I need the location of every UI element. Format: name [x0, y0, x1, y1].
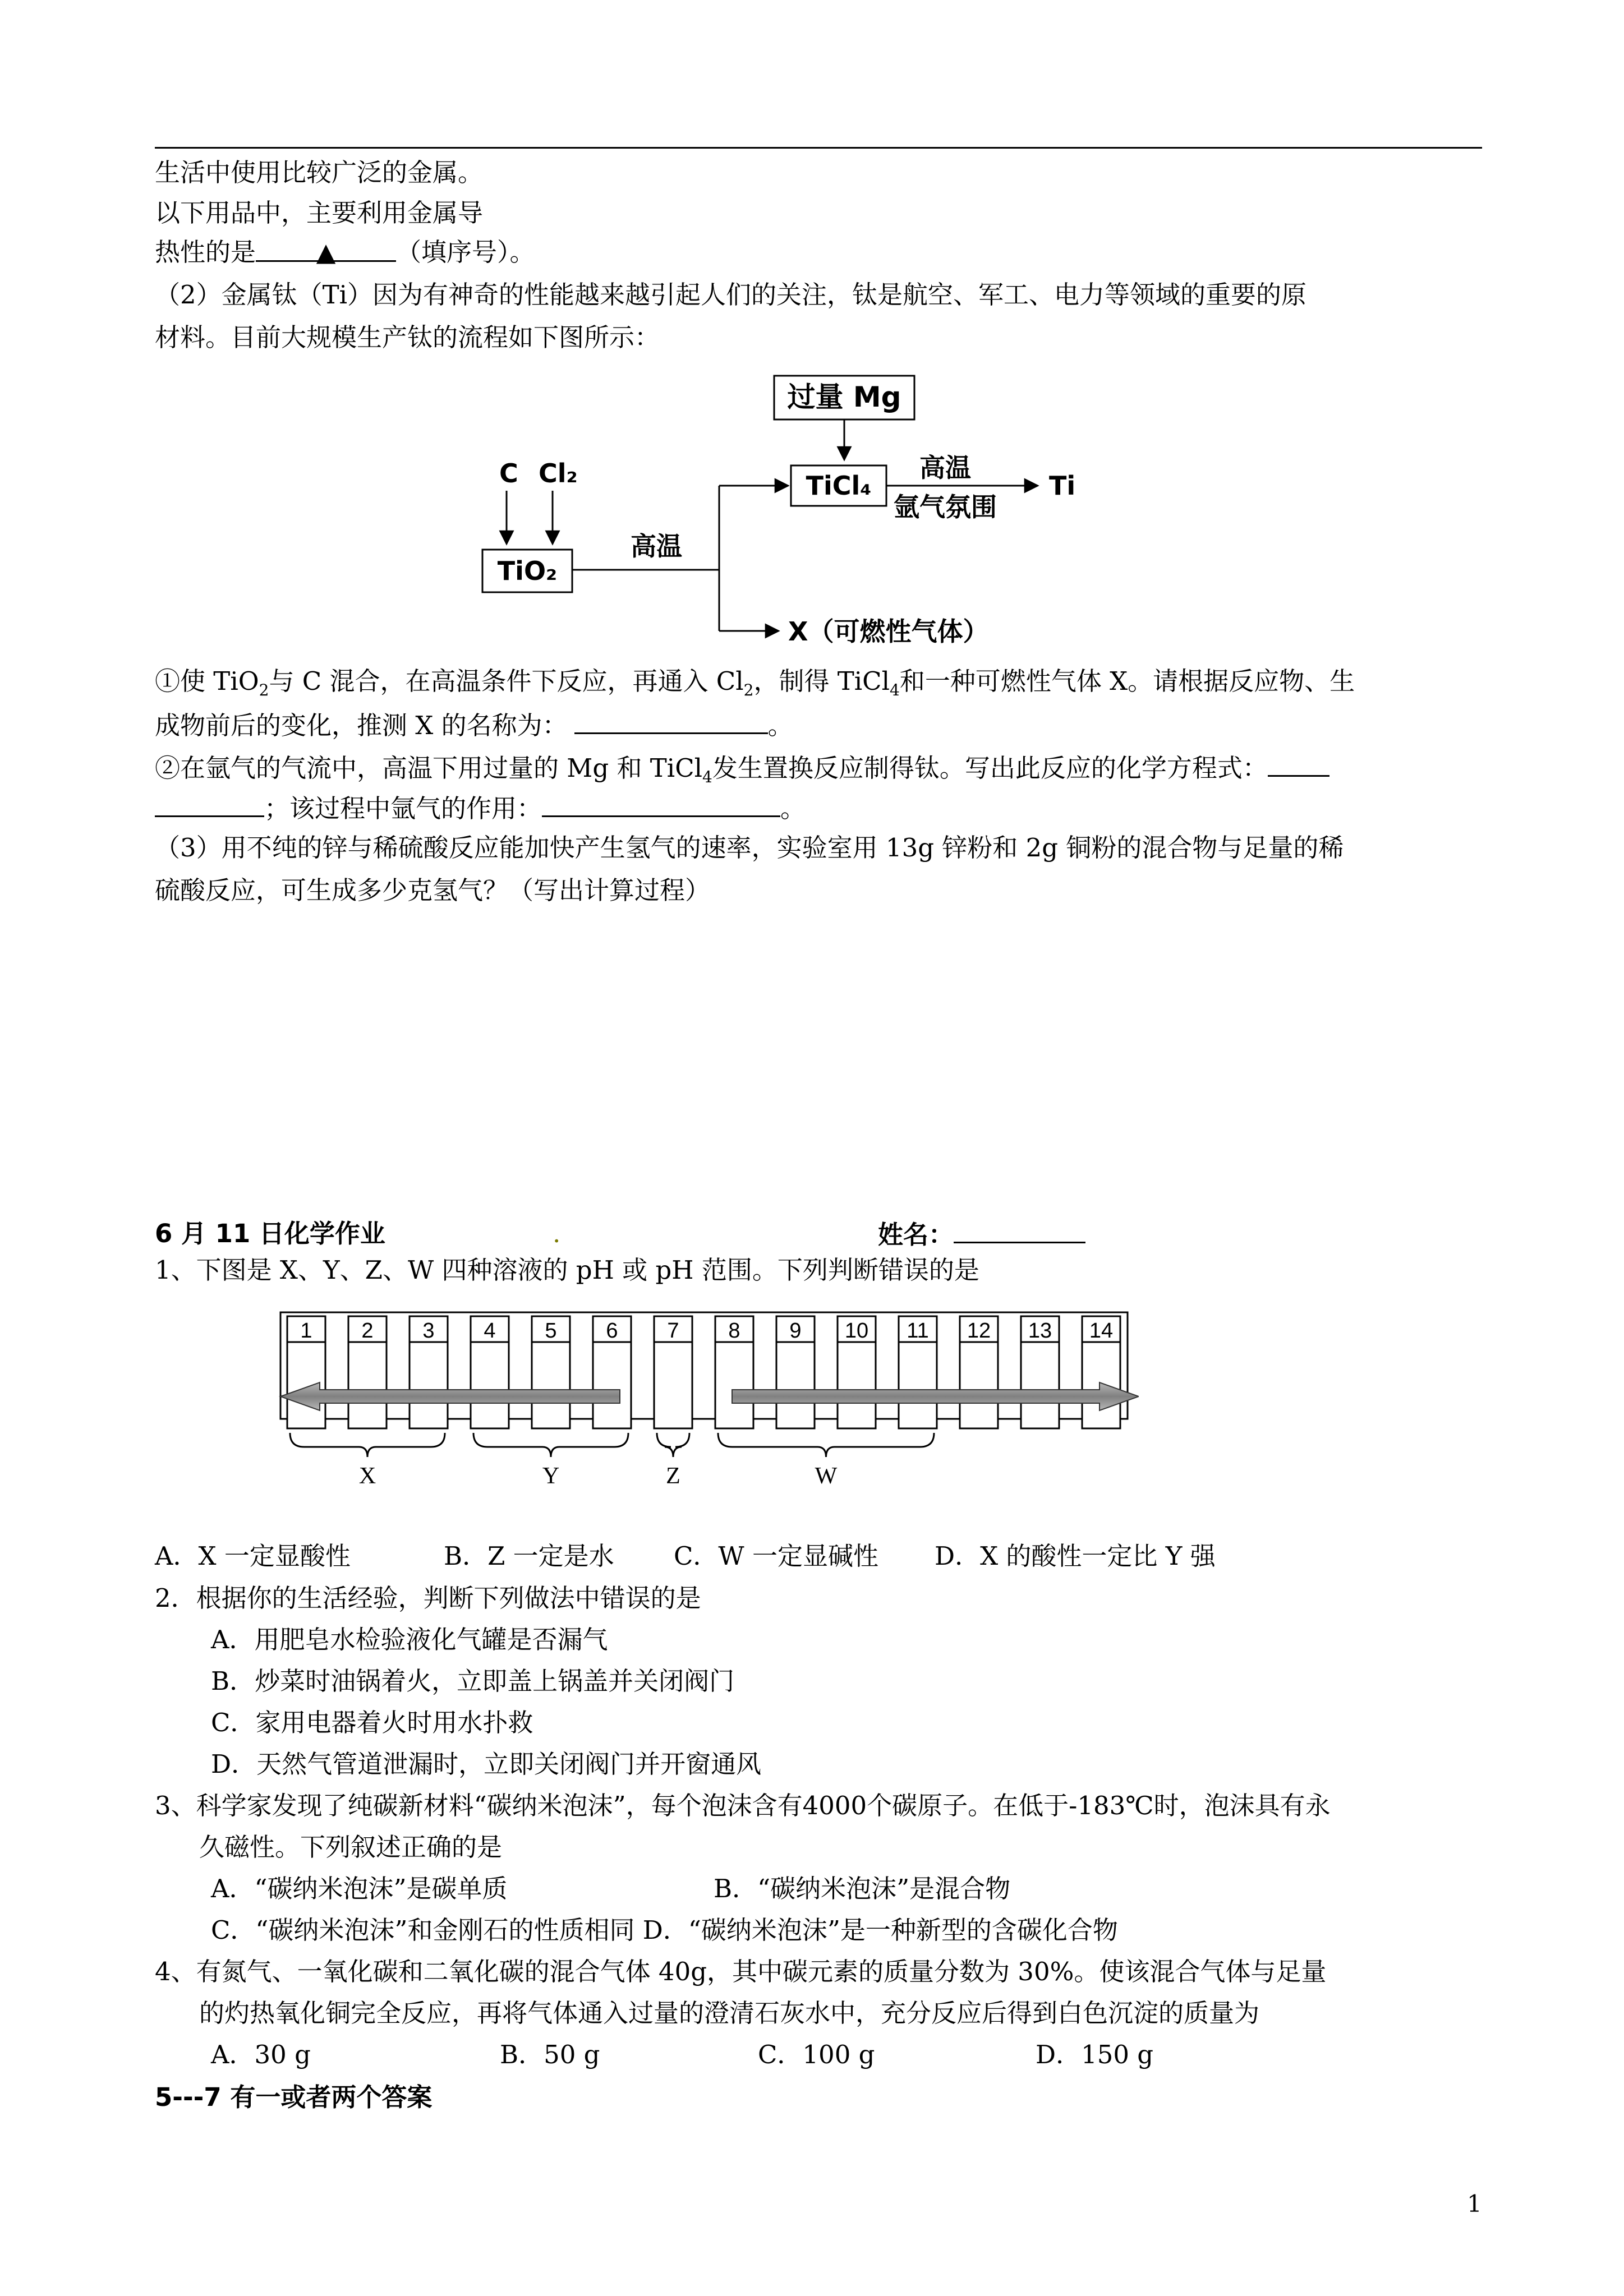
ph-number-label: 13	[1028, 1319, 1052, 1343]
text-line: 以下用品中，主要利用金属导	[155, 198, 484, 228]
ph-number-label: 3	[422, 1319, 435, 1343]
ph-group-label: Y	[542, 1463, 560, 1489]
q2-option-d[interactable]: D．天然气管道泄漏时，立即关闭阀门并开窗通风	[211, 1749, 762, 1779]
text-segment: （填序号）。	[396, 237, 535, 267]
text-segment: 。	[767, 711, 793, 740]
ph-group-brace	[657, 1433, 689, 1457]
text-line	[155, 791, 806, 826]
ph-number-label: 11	[907, 1319, 929, 1343]
ph-number-label: 14	[1089, 1319, 1114, 1343]
cl2-label: Cl₂	[539, 458, 578, 488]
q4-option-a[interactable]: A．30 g	[211, 2040, 311, 2069]
text-segment: 发生置换反应制得钛。写出此反应的化学方程式：	[712, 753, 1268, 783]
high-temp-label: 高温	[631, 531, 682, 561]
q4-option-b[interactable]: B．50 g	[500, 2040, 600, 2069]
q1-option-c[interactable]: C．W 一定显碱性	[674, 1541, 878, 1571]
ph-number-label: 8	[728, 1319, 740, 1343]
triangle-marker-icon: ▲	[316, 237, 336, 267]
subscript: 4	[889, 681, 900, 699]
argon-label: 氩气氛围	[894, 492, 997, 522]
q1-option-b[interactable]: B．Z 一定是水	[444, 1541, 614, 1571]
question-1: 1、下图是 X、Y、Z、W 四种溶液的 pH 或 pH 范围。下列判断错误的是	[155, 1255, 979, 1285]
name-field	[878, 1217, 1085, 1252]
answer-blank[interactable]	[256, 236, 396, 267]
q4-option-c[interactable]: C．100 g	[758, 2040, 875, 2069]
q2-option-b[interactable]: B．炒菜时油锅着火，立即盖上锅盖并关闭阀门	[211, 1666, 735, 1696]
text-segment: 热性的是	[155, 237, 256, 267]
q4-options	[211, 2038, 1445, 2072]
x-gas-label: X（可燃性气体）	[788, 616, 989, 647]
q3-option-cd[interactable]: C．“碳纳米泡沫”和金刚石的性质相同 D．“碳纳米泡沫”是一种新型的含碳化合物	[211, 1915, 1118, 1945]
ph-group-label: W	[815, 1463, 838, 1489]
ticl4-label: TiCl₄	[806, 471, 872, 501]
text-line: 硫酸反应，可生成多少克氢气？（写出计算过程）	[155, 875, 711, 905]
excess-mg-label: 过量 Mg	[787, 381, 901, 413]
q1-options	[155, 1539, 1482, 1573]
ph-number-label: 7	[667, 1319, 679, 1343]
text-line	[155, 708, 793, 743]
ph-scale-diagram	[275, 1310, 1139, 1495]
ph-number-label: 2	[361, 1319, 374, 1343]
text-line: 材料。目前大规模生产钛的流程如下图所示：	[155, 322, 660, 352]
text-segment: ；该过程中氩气的作用：	[264, 794, 542, 823]
subquestion-1-line	[155, 665, 1355, 698]
q2-option-a[interactable]: A．用肥皂水检验液化气罐是否漏气	[211, 1625, 608, 1654]
ti-product-label: Ti	[1049, 471, 1076, 501]
argon-role-blank[interactable]	[542, 791, 780, 817]
q2-option-c[interactable]: C．家用电器着火时用水扑救	[211, 1708, 533, 1737]
question-4: 4、有氮气、一氧化碳和二氧化碳的混合气体 40g，其中碳元素的质量分数为 30%。使该混合气体与足量	[155, 1957, 1327, 1986]
question-2-line: （2）金属钛（Ti）因为有神奇的性能越来越引起人们的关注，钛是航空、军工、电力等领域的重要的原	[155, 280, 1307, 310]
text-line: 生活中使用比较广泛的金属。	[155, 158, 484, 187]
homework-title: 6 月 11 日化学作业	[155, 1219, 385, 1248]
ph-number-label: 5	[545, 1319, 557, 1343]
header-rule	[155, 147, 1482, 149]
page-number: 1	[1467, 2190, 1482, 2217]
text-segment: ②在氩气的气流中，高温下用过量的 Mg 和 TiCl	[155, 753, 703, 783]
ph-number-label: 1	[300, 1319, 312, 1343]
name-label: 姓名：	[878, 1220, 954, 1250]
q3-option-a[interactable]: A．“碳纳米泡沫”是碳单质	[211, 1874, 508, 1903]
subscript: 2	[743, 681, 754, 699]
c-label: C	[499, 458, 518, 488]
text-segment: ，制得 TiCl	[753, 666, 890, 696]
q1-option-d[interactable]: D．X 的酸性一定比 Y 强	[935, 1541, 1216, 1571]
text-segment: ①使 TiO	[155, 666, 259, 696]
text-line	[155, 236, 535, 269]
ph-number-label: 6	[606, 1319, 618, 1343]
text-segment: 成物前后的变化，推测 X 的名称为：	[155, 711, 568, 740]
subscript: 4	[702, 768, 712, 786]
question-2: 2．根据你的生活经验，判断下列做法中错误的是	[155, 1583, 701, 1613]
q4-option-d[interactable]: D．150 g	[1036, 2040, 1154, 2069]
ph-group-label: Z	[666, 1463, 680, 1489]
subscript: 2	[259, 681, 269, 699]
equation-blank[interactable]	[155, 791, 264, 817]
q5-7-heading: 5---7 有一或者两个答案	[155, 2082, 433, 2112]
text-segment: 和一种可燃性气体 X。请根据反应物、生	[899, 666, 1355, 696]
question-3: 3、科学家发现了纯碳新材料“碳纳米泡沫”，每个泡沫含有4000个碳原子。在低于-183℃时，泡沫具有永	[155, 1791, 1331, 1820]
ph-group-brace	[290, 1433, 445, 1457]
text-segment: 与 C 混合，在高温条件下反应，再通入 Cl	[269, 666, 744, 696]
titanium-flow-diagram	[471, 365, 1167, 656]
x-name-blank[interactable]	[574, 708, 768, 734]
q3-option-b[interactable]: B．“碳纳米泡沫”是混合物	[714, 1874, 1011, 1903]
ph-number-label: 9	[789, 1319, 802, 1343]
ph-group-label: X	[358, 1463, 376, 1489]
question-3-line: （3）用不纯的锌与稀硫酸反应能加快产生氢气的速率，实验室用 13g 锌粉和 2g 铜粉的混合物与足量的稀	[155, 833, 1344, 863]
equation-blank-start[interactable]	[1268, 750, 1329, 777]
q1-option-a[interactable]: A．X 一定显酸性	[155, 1541, 351, 1571]
ph-number-label: 4	[484, 1319, 496, 1343]
decorative-dot: .	[553, 1219, 561, 1248]
name-blank[interactable]	[954, 1217, 1085, 1243]
high-temp-label-2: 高温	[919, 453, 971, 483]
ph-number-label: 10	[844, 1319, 869, 1343]
ph-number-label: 12	[967, 1319, 991, 1343]
ph-group-brace	[473, 1433, 628, 1457]
text-line: 的灼热氧化铜完全反应，再将气体通入过量的澄清石灰水中，充分反应后得到白色沉淀的质量为	[199, 1998, 1260, 2028]
ph-group-brace	[718, 1433, 934, 1457]
text-segment: 。	[780, 794, 806, 823]
tio2-label: TiO₂	[497, 556, 558, 586]
text-line: 久磁性。下列叙述正确的是	[199, 1832, 503, 1862]
subquestion-2-line	[155, 750, 1329, 785]
